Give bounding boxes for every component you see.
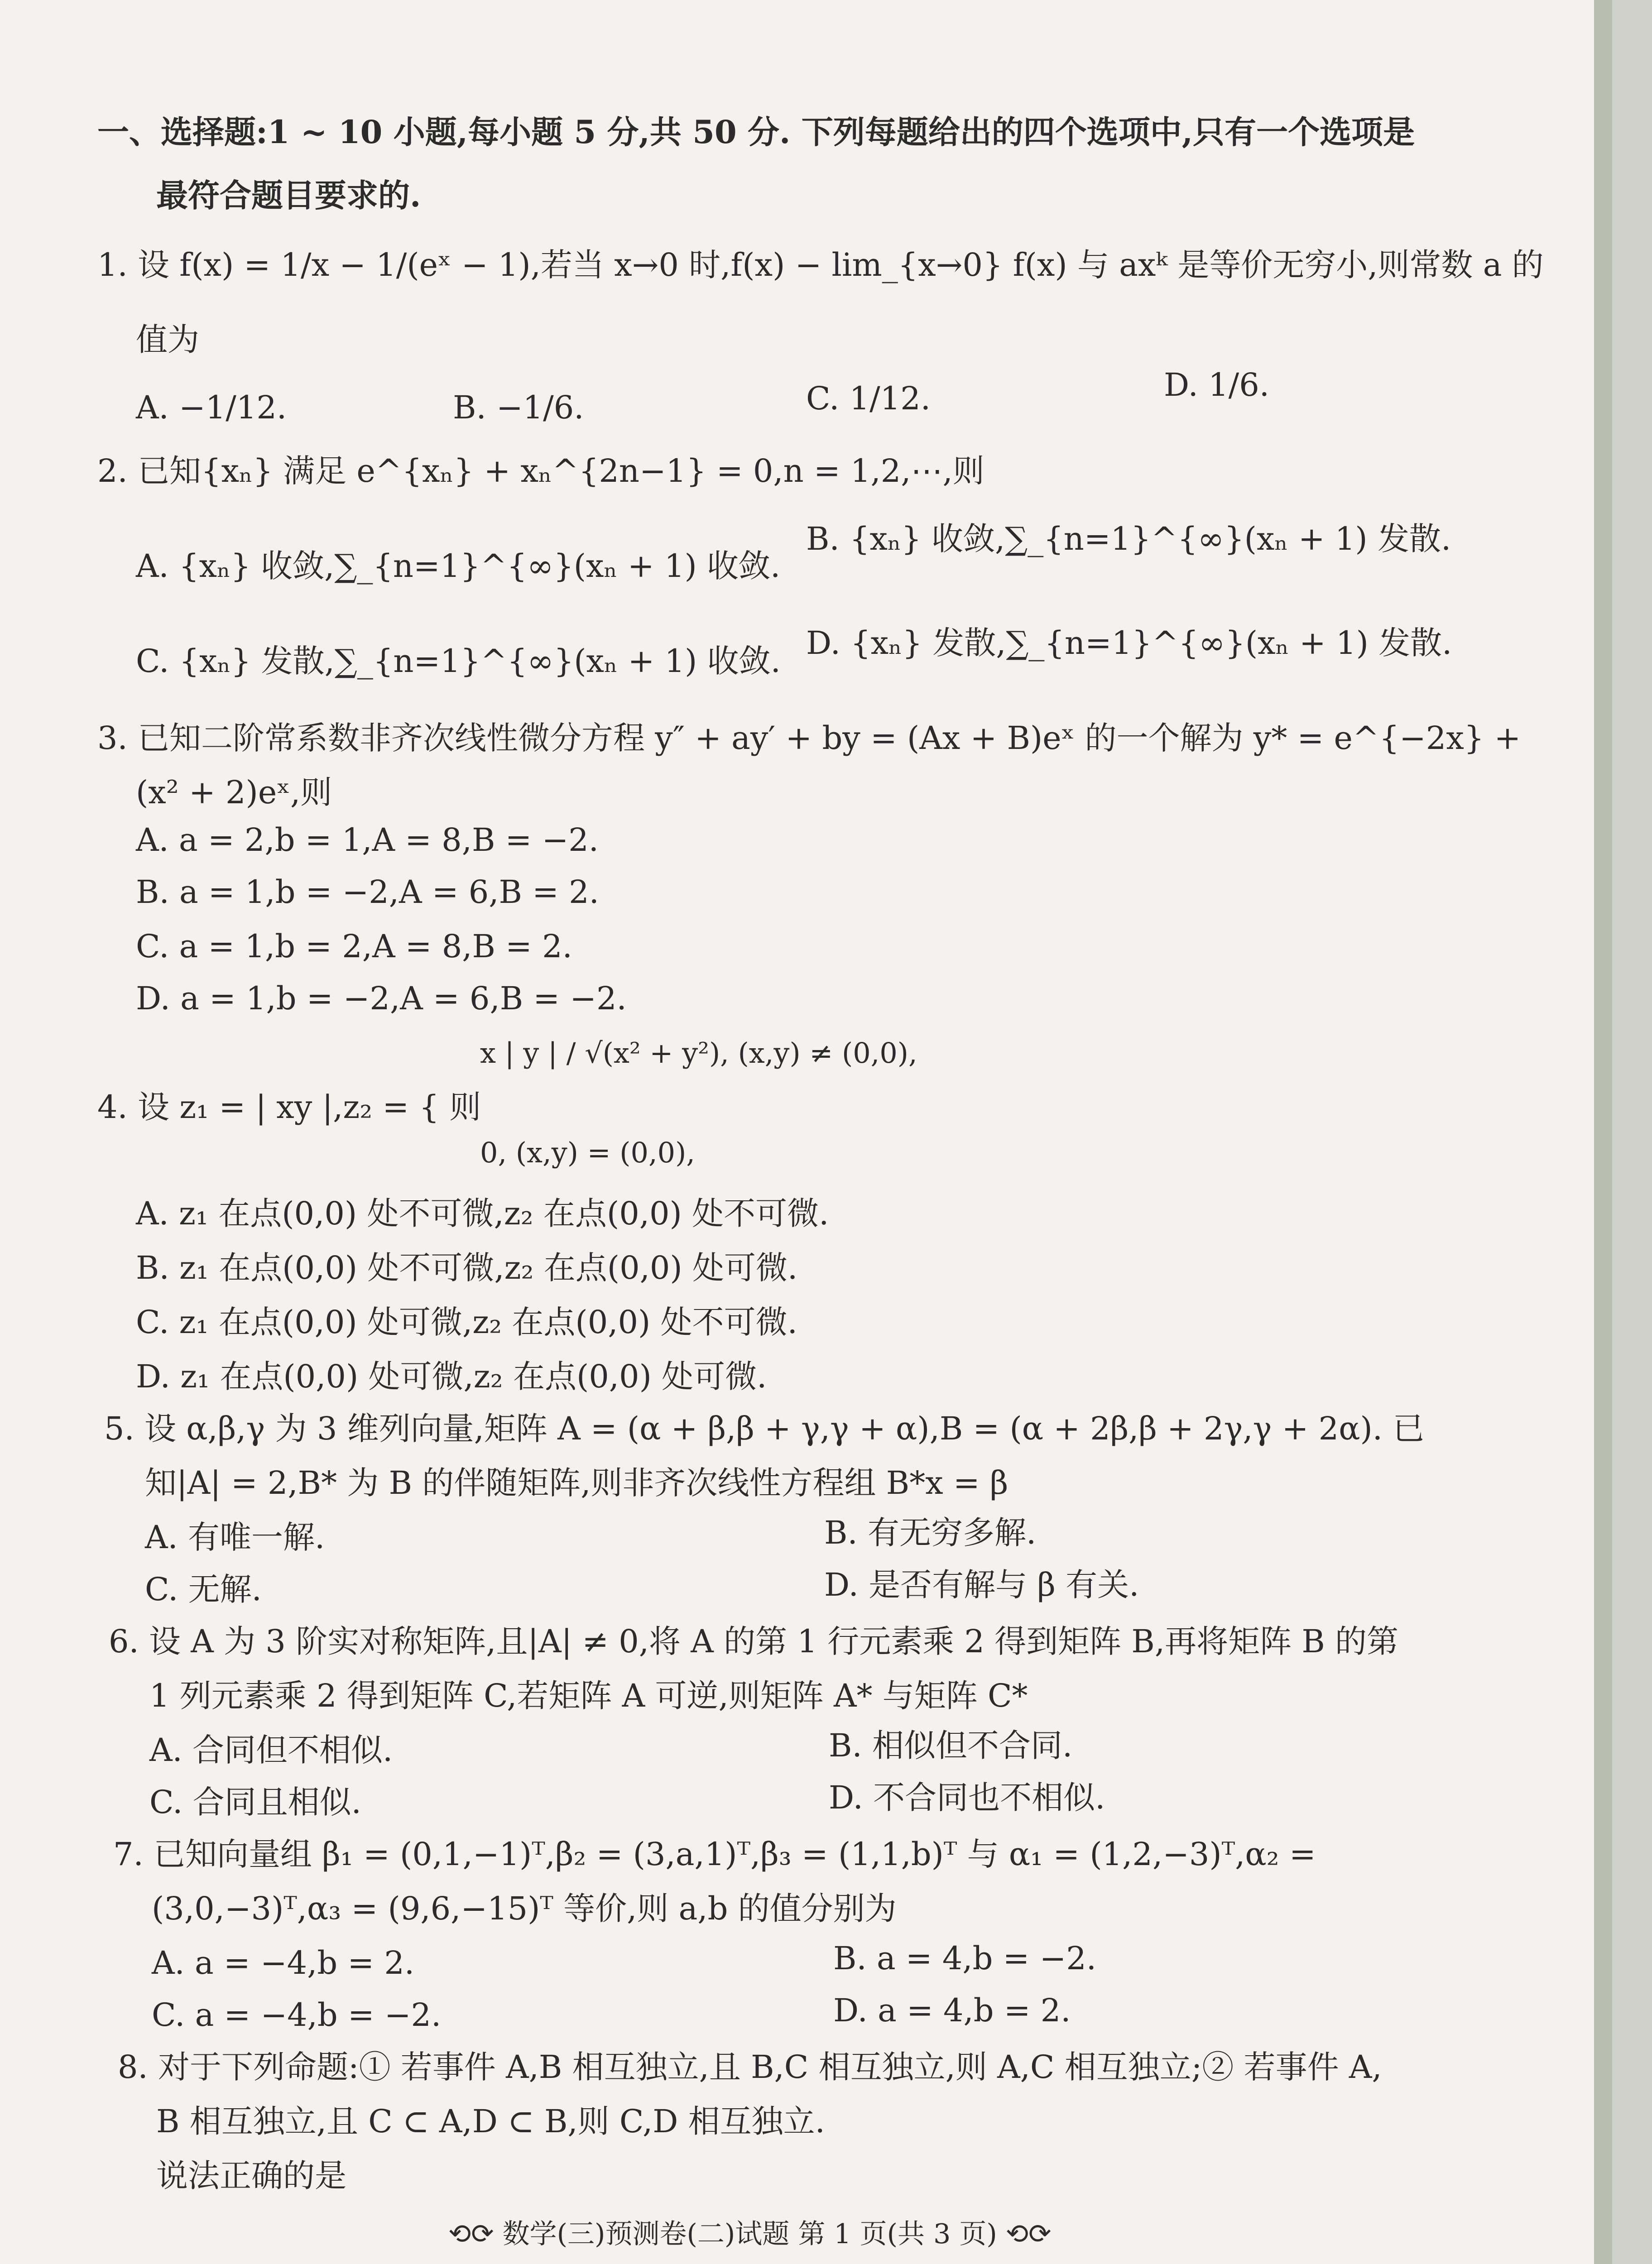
q6-stem-line1: 6. 设 A 为 3 阶实对称矩阵,且|A| ≠ 0,将 A 的第 1 行元素乘 2 得到矩阵 B,再将矩阵 B 的第 bbox=[109, 1623, 1399, 1660]
q5-stem-line1: 5. 设 α,β,γ 为 3 维列向量,矩阵 A = (α + β,β + γ,γ + α),B = (α + 2β,β + 2γ,γ + 2α). 已 bbox=[104, 1410, 1425, 1447]
footer-ornament-right: ⟲⟳ bbox=[1005, 2218, 1052, 2250]
page-footer bbox=[448, 2219, 1051, 2250]
q3-option-b: B. a = 1,b = −2,A = 6,B = 2. bbox=[136, 873, 599, 911]
q8-stem-line2: B 相互独立,且 C ⊂ A,D ⊂ B,则 C,D 相互独立. bbox=[156, 2103, 825, 2140]
q6-option-a: A. 合同但不相似. bbox=[149, 1732, 393, 1769]
q8-stem-line1: 8. 对于下列命题:① 若事件 A,B 相互独立,且 B,C 相互独立,则 A,C 相互独立;② 若事件 A, bbox=[118, 2048, 1382, 2086]
q6-option-d: D. 不合同也不相似. bbox=[829, 1779, 1105, 1816]
q1-stem-line1: 1. 设 f(x) = 1/x − 1/(eˣ − 1),若当 x→0 时,f(x) − lim_{x→0} f(x) 与 axᵏ 是等价无穷小,则常数 a 的 bbox=[97, 246, 1544, 283]
book-spine-edge bbox=[1594, 0, 1652, 2264]
q3-option-a: A. a = 2,b = 1,A = 8,B = −2. bbox=[136, 821, 599, 859]
q2-option-b: B. {xₙ} 收敛,∑_{n=1}^{∞}(xₙ + 1) 发散. bbox=[806, 520, 1451, 557]
q2-option-a: A. {xₙ} 收敛,∑_{n=1}^{∞}(xₙ + 1) 收敛. bbox=[136, 547, 781, 585]
q4-stem: 4. 设 z₁ = | xy |,z₂ = { 则 bbox=[97, 1089, 481, 1126]
q3-stem-line1: 3. 已知二阶常系数非齐次线性微分方程 y″ + ay′ + by = (Ax + B)eˣ 的一个解为 y* = e^{−2x} + bbox=[97, 719, 1521, 757]
q2-option-d: D. {xₙ} 发散,∑_{n=1}^{∞}(xₙ + 1) 发散. bbox=[806, 624, 1452, 662]
q7-stem-line2: (3,0,−3)ᵀ,α₃ = (9,6,−15)ᵀ 等价,则 a,b 的值分别为 bbox=[152, 1890, 897, 1927]
q4-piece-top: x | y | / √(x² + y²), (x,y) ≠ (0,0), bbox=[480, 1036, 917, 1070]
q5-option-c: C. 无解. bbox=[145, 1571, 262, 1608]
q3-option-d: D. a = 1,b = −2,A = 6,B = −2. bbox=[136, 980, 627, 1017]
q5-option-b: B. 有无穷多解. bbox=[824, 1514, 1037, 1551]
q4-option-d: D. z₁ 在点(0,0) 处可微,z₂ 在点(0,0) 处可微. bbox=[136, 1358, 767, 1395]
q3-stem-line2: (x² + 2)eˣ,则 bbox=[136, 774, 332, 811]
section-heading-line2: 最符合题目要求的. bbox=[156, 177, 421, 214]
q7-option-a: A. a = −4,b = 2. bbox=[152, 1944, 415, 1981]
q5-option-d: D. 是否有解与 β 有关. bbox=[824, 1566, 1139, 1603]
q7-option-d: D. a = 4,b = 2. bbox=[833, 1992, 1071, 2029]
q7-option-b: B. a = 4,b = −2. bbox=[833, 1940, 1097, 1977]
q5-option-a: A. 有唯一解. bbox=[145, 1519, 325, 1556]
q6-option-c: C. 合同且相似. bbox=[149, 1784, 361, 1821]
q2-stem: 2. 已知{xₙ} 满足 e^{xₙ} + xₙ^{2n−1} = 0,n = 1,2,⋯,则 bbox=[97, 452, 984, 489]
q7-stem-line1: 7. 已知向量组 β₁ = (0,1,−1)ᵀ,β₂ = (3,a,1)ᵀ,β₃ = (1,1,b)ᵀ 与 α₁ = (1,2,−3)ᵀ,α₂ = bbox=[113, 1836, 1316, 1873]
q4-piece-bottom: 0, (x,y) = (0,0), bbox=[480, 1136, 695, 1169]
q1-option-b: B. −1/6. bbox=[453, 389, 584, 426]
q1-option-d: D. 1/6. bbox=[1164, 366, 1270, 403]
q6-stem-line2: 1 列元素乘 2 得到矩阵 C,若矩阵 A 可逆,则矩阵 A* 与矩阵 C* bbox=[149, 1677, 1028, 1714]
footer-text: 数学(三)预测卷(二)试题 第 1 页(共 3 页) bbox=[502, 2218, 997, 2250]
q4-option-a: A. z₁ 在点(0,0) 处不可微,z₂ 在点(0,0) 处不可微. bbox=[136, 1195, 829, 1232]
footer-ornament-left: ⟲⟳ bbox=[448, 2218, 494, 2250]
q1-option-a: A. −1/12. bbox=[136, 389, 287, 426]
q5-stem-line2: 知|A| = 2,B* 为 B 的伴随矩阵,则非齐次线性方程组 B*x = β bbox=[145, 1464, 1008, 1501]
q3-option-c: C. a = 1,b = 2,A = 8,B = 2. bbox=[136, 928, 572, 965]
q7-option-c: C. a = −4,b = −2. bbox=[152, 1996, 442, 2034]
q4-option-b: B. z₁ 在点(0,0) 处不可微,z₂ 在点(0,0) 处可微. bbox=[136, 1249, 798, 1286]
section-heading-line1: 一、选择题:1 ~ 10 小题,每小题 5 分,共 50 分. 下列每题给出的四个选项中,只有一个选项是 bbox=[97, 113, 1415, 151]
q1-stem-line2: 值为 bbox=[136, 321, 199, 358]
q1-option-c: C. 1/12. bbox=[806, 380, 931, 417]
q2-option-c: C. {xₙ} 发散,∑_{n=1}^{∞}(xₙ + 1) 收敛. bbox=[136, 643, 781, 680]
q6-option-b: B. 相似但不合同. bbox=[829, 1727, 1073, 1764]
q8-stem-line3: 说法正确的是 bbox=[156, 2157, 346, 2194]
q4-option-c: C. z₁ 在点(0,0) 处可微,z₂ 在点(0,0) 处不可微. bbox=[136, 1304, 797, 1341]
